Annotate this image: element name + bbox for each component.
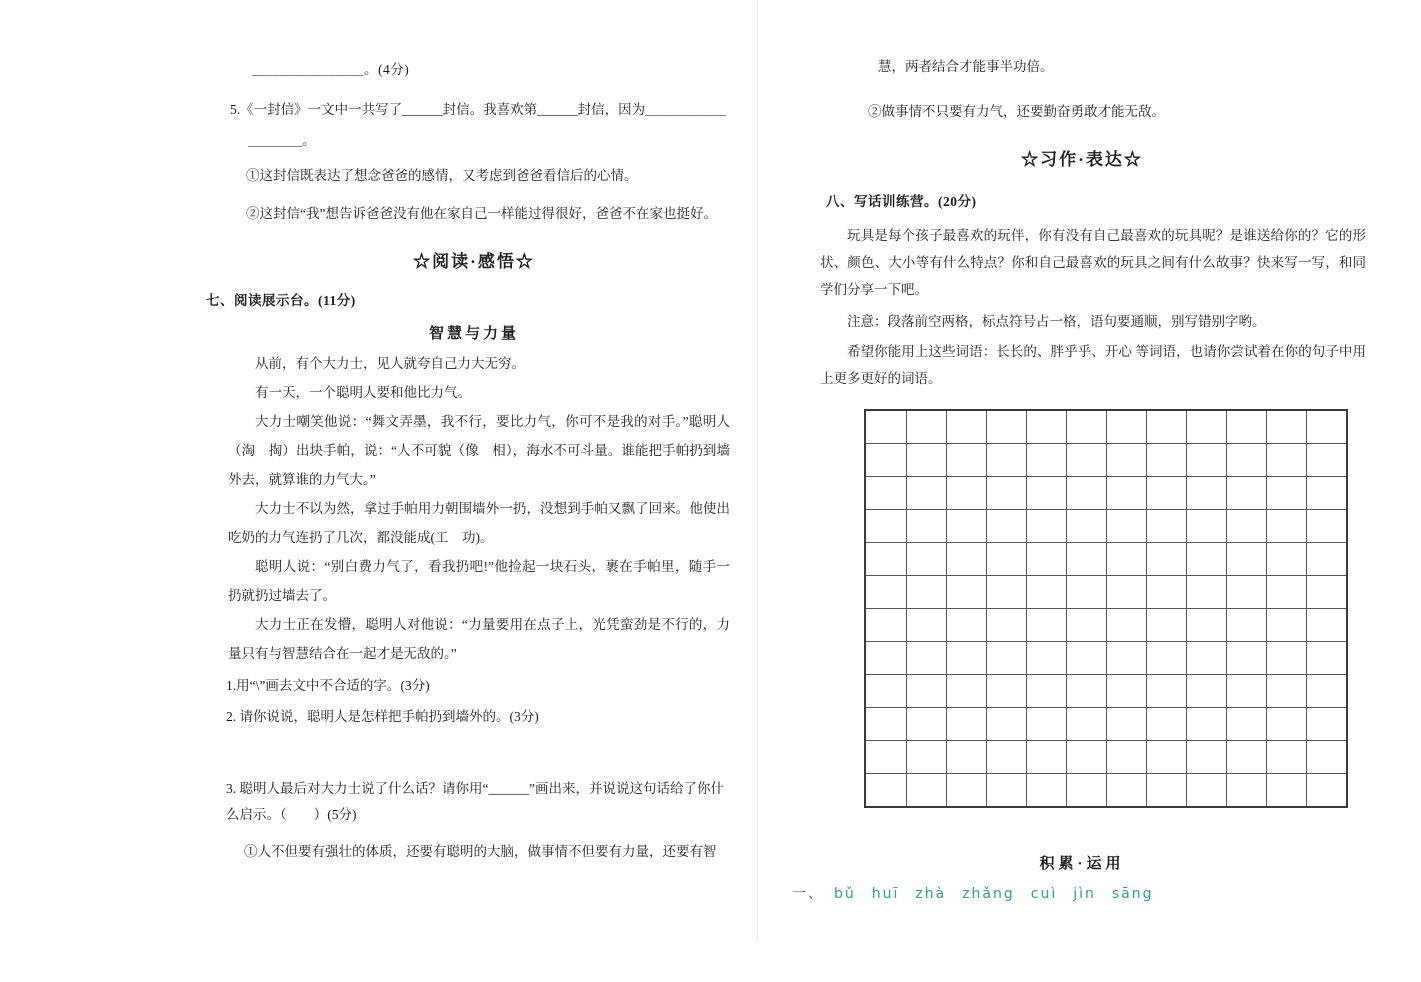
writing-grid-cell — [1186, 543, 1226, 575]
writing-grid-cell — [1146, 642, 1186, 674]
writing-grid-cell — [1066, 642, 1106, 674]
writing-grid-cell — [1066, 576, 1106, 608]
writing-grid-cell — [1106, 774, 1146, 806]
writing-grid-cell — [946, 510, 986, 542]
writing-grid-row — [866, 542, 1346, 575]
writing-grid-cell — [1106, 444, 1146, 476]
writing-grid-cell — [1026, 741, 1066, 773]
writing-grid-cell — [866, 642, 906, 674]
next-section-header: 积累·运用 — [1039, 856, 1125, 872]
writing-grid-cell — [866, 708, 906, 740]
writing-grid-cell — [1266, 609, 1306, 641]
writing-grid-cell — [946, 774, 986, 806]
writing-grid-cell — [906, 444, 946, 476]
writing-grid — [864, 409, 1348, 808]
writing-grid-cell — [1306, 543, 1346, 575]
question-5: 5.《一封信》一文中一共写了______封信。我喜欢第______封信，因为＿＿＿＿＿＿ — [230, 102, 727, 117]
writing-grid-cell — [1106, 708, 1146, 740]
passage-body — [200, 349, 748, 668]
writing-grid-cell — [906, 675, 946, 707]
writing-grid-cell — [906, 774, 946, 806]
writing-grid-cell — [1106, 741, 1146, 773]
writing-grid-cell — [986, 444, 1026, 476]
writing-grid-cell — [1306, 609, 1346, 641]
writing-grid-cell — [1226, 774, 1266, 806]
writing-grid-cell — [1306, 477, 1346, 509]
writing-grid-cell — [946, 642, 986, 674]
writing-grid-cell — [986, 741, 1026, 773]
passage-paragraph: 大力士嘲笑他说：“舞文弄墨，我不行，要比力气，你可不是我的对手。”聪明人（淘 掏）出块手帕，说：“人不可貌（像 相），海水不可斗量。谁能把手帕扔到墙外去，就算谁的力气大。” — [228, 414, 730, 487]
writing-grid-cell — [1146, 543, 1186, 575]
writing-grid-cell — [1026, 576, 1066, 608]
passage-title: 智慧与力量 — [428, 326, 519, 342]
answer-option-2: ②做事情不只要有力气，还要勤奋勇敢才能无敌。 — [868, 104, 1165, 119]
writing-grid-cell — [1026, 444, 1066, 476]
writing-grid-cell — [1306, 774, 1346, 806]
writing-grid-cell — [1106, 576, 1146, 608]
writing-grid-cell — [1306, 510, 1346, 542]
writing-grid-cell — [1066, 477, 1106, 509]
writing-grid-cell — [946, 477, 986, 509]
writing-grid-cell — [1066, 774, 1106, 806]
writing-grid-cell — [906, 477, 946, 509]
writing-grid-cell — [1306, 642, 1346, 674]
answer-option-1: ①人不但要有强壮的体质，还要有聪明的大脑，做事情不但要有力量，还要有智 — [244, 844, 717, 859]
writing-grid-cell — [1106, 675, 1146, 707]
writing-grid-cell — [1266, 675, 1306, 707]
writing-grid-cell — [866, 741, 906, 773]
pinyin-syllables: bǔ huī zhà zhǎng cuì jìn sāng — [834, 886, 1154, 902]
writing-grid-cell — [1186, 444, 1226, 476]
writing-grid-cell — [986, 609, 1026, 641]
writing-grid-row — [866, 641, 1346, 674]
writing-grid-cell — [1146, 609, 1186, 641]
writing-grid-cell — [986, 543, 1026, 575]
writing-grid-cell — [1186, 642, 1226, 674]
section-header-reading: ☆阅读·感悟☆ — [413, 252, 535, 271]
writing-grid-cell — [1226, 576, 1266, 608]
writing-grid-cell — [946, 609, 986, 641]
writing-grid-row — [866, 575, 1346, 608]
writing-grid-cell — [866, 444, 906, 476]
writing-grid-cell — [1066, 741, 1106, 773]
writing-grid-cell — [986, 675, 1026, 707]
writing-grid-cell — [1226, 477, 1266, 509]
writing-grid-row — [866, 509, 1346, 542]
writing-grid-cell — [986, 411, 1026, 443]
writing-grid-cell — [1186, 774, 1226, 806]
passage-paragraph: 有一天，一个聪明人要和他比力气。 — [255, 385, 471, 400]
writing-grid-row — [866, 443, 1346, 476]
writing-grid-cell — [946, 675, 986, 707]
writing-grid-cell — [1226, 708, 1266, 740]
writing-grid-cell — [1026, 477, 1066, 509]
writing-grid-row — [866, 608, 1346, 641]
writing-grid-cell — [906, 642, 946, 674]
writing-grid-row — [866, 707, 1346, 740]
writing-grid-cell — [1186, 510, 1226, 542]
writing-grid-cell — [1306, 708, 1346, 740]
writing-grid-row — [866, 476, 1346, 509]
writing-grid-cell — [1106, 543, 1146, 575]
writing-grid-cell — [1146, 774, 1186, 806]
writing-grid-cell — [1186, 609, 1226, 641]
writing-grid-cell — [1226, 510, 1266, 542]
writing-grid-cell — [1106, 411, 1146, 443]
passage-paragraph: 聪明人说：“别白费力气了，看我扔吧!”他捡起一块石头，裹在手帕里，随手一扔就扔过墙去了。 — [228, 559, 730, 603]
writing-grid-cell — [1066, 675, 1106, 707]
writing-grid-cell — [1266, 477, 1306, 509]
writing-grid-cell — [946, 708, 986, 740]
writing-grid-cell — [866, 510, 906, 542]
writing-grid-cell — [1186, 477, 1226, 509]
writing-grid-row — [866, 411, 1346, 443]
writing-grid-cell — [1146, 411, 1186, 443]
writing-grid-cell — [1026, 609, 1066, 641]
writing-grid-cell — [1186, 411, 1226, 443]
writing-grid-cell — [1026, 774, 1066, 806]
writing-grid-cell — [946, 411, 986, 443]
writing-hint: 希望你能用上这些词语：长长的、胖乎乎、开心 等词语，也请你尝试着在你的句子中用上更多更好的词语。 — [820, 344, 1366, 386]
answer-blank-line: ＿＿＿＿＿＿＿＿。(4分) — [252, 62, 410, 77]
writing-grid-cell — [986, 774, 1026, 806]
writing-grid-cell — [946, 543, 986, 575]
writing-grid-cell — [946, 576, 986, 608]
writing-grid-cell — [946, 444, 986, 476]
writing-grid-row — [866, 740, 1346, 773]
writing-grid-cell — [1306, 741, 1346, 773]
writing-grid-cell — [866, 411, 906, 443]
writing-grid-cell — [906, 741, 946, 773]
writing-grid-cell — [946, 741, 986, 773]
writing-grid-cell — [906, 576, 946, 608]
writing-grid-cell — [1226, 609, 1266, 641]
writing-grid-cell — [1306, 675, 1346, 707]
pinyin-line — [792, 883, 1372, 903]
writing-grid-cell — [986, 576, 1026, 608]
writing-grid-cell — [1266, 708, 1306, 740]
writing-grid-row — [866, 773, 1346, 806]
writing-grid-cell — [1226, 411, 1266, 443]
writing-grid-cell — [1026, 642, 1066, 674]
writing-grid-cell — [1266, 774, 1306, 806]
passage-paragraph: 从前，有个大力士，见人就夸自己力大无穷。 — [255, 356, 525, 371]
writing-grid-cell — [1266, 576, 1306, 608]
writing-grid-cell — [906, 510, 946, 542]
writing-grid-cell — [1186, 576, 1226, 608]
q5-option-2: ②这封信“我”想告诉爸爸没有他在家自己一样能过得很好，爸爸不在家也挺好。 — [246, 206, 717, 221]
writing-grid-cell — [906, 543, 946, 575]
writing-grid-cell — [866, 774, 906, 806]
writing-grid-cell — [1306, 444, 1346, 476]
writing-grid-cell — [1306, 576, 1346, 608]
writing-grid-cell — [1026, 411, 1066, 443]
writing-grid-cell — [1066, 510, 1106, 542]
right-page — [792, 42, 1372, 903]
writing-grid-cell — [1066, 609, 1106, 641]
answer-continuation: 慧，两者结合才能事半功倍。 — [878, 59, 1054, 74]
writing-grid-cell — [1106, 642, 1146, 674]
writing-grid-cell — [1026, 543, 1066, 575]
writing-grid-cell — [1026, 675, 1066, 707]
writing-grid-cell — [986, 642, 1026, 674]
writing-grid-cell — [866, 543, 906, 575]
writing-grid-cell — [1266, 444, 1306, 476]
question-8-header: 八、写话训练营。(20分) — [826, 194, 977, 209]
writing-grid-cell — [1026, 510, 1066, 542]
q5-option-1: ①这封信既表达了想念爸爸的感情，又考虑到爸爸看信后的心情。 — [246, 168, 638, 183]
writing-grid-cell — [1066, 708, 1106, 740]
writing-grid-cell — [1146, 510, 1186, 542]
sub-question-2: 2. 请你说说，聪明人是怎样把手帕扔到墙外的。(3分) — [226, 709, 539, 724]
question-5-continuation: ＿＿＿＿。 — [248, 133, 316, 148]
writing-grid-cell — [1146, 444, 1186, 476]
writing-grid-cell — [986, 477, 1026, 509]
writing-grid-cell — [866, 609, 906, 641]
writing-grid-row — [866, 674, 1346, 707]
writing-grid-cell — [1226, 642, 1266, 674]
page-fold-divider — [757, 0, 758, 940]
writing-grid-cell — [1266, 411, 1306, 443]
writing-grid-cell — [1026, 708, 1066, 740]
writing-grid-cell — [866, 576, 906, 608]
writing-grid-cell — [906, 411, 946, 443]
writing-grid-cell — [1186, 708, 1226, 740]
writing-grid-cell — [906, 609, 946, 641]
writing-grid-cell — [866, 675, 906, 707]
writing-grid-cell — [1186, 675, 1226, 707]
writing-grid-cell — [1266, 642, 1306, 674]
question-7-header: 七、阅读展示台。(11分) — [206, 293, 356, 308]
writing-grid-cell — [1266, 510, 1306, 542]
writing-note: 注意：段落前空两格，标点符号占一格，语句要通顺，别写错别字哟。 — [847, 314, 1266, 329]
writing-grid-cell — [1266, 741, 1306, 773]
writing-grid-cell — [1106, 609, 1146, 641]
writing-grid-cell — [1146, 675, 1186, 707]
passage-paragraph: 大力士正在发懵，聪明人对他说：“力量要用在点子上，光凭蛮劲是不行的，力量只有与智慧结合在一起才是无敌的。” — [228, 617, 730, 661]
writing-grid-cell — [906, 708, 946, 740]
writing-prompt: 玩具是每个孩子最喜欢的玩伴，你有没有自己最喜欢的玩具呢？是谁送给你的？它的形状、颜色、大小等有什么特点？你和自己最喜欢的玩具之间有什么故事？快来写一写，和同学们分享一下吧。 — [820, 228, 1366, 297]
writing-grid-cell — [866, 477, 906, 509]
sub-question-3: 3. 聪明人最后对大力士说了什么话？请你用“______”画出来，并说说这句话给了你什么启示。（ ）(5分) — [226, 781, 724, 822]
writing-grid-cell — [1066, 411, 1106, 443]
pinyin-question-number: 一、 — [792, 887, 824, 902]
writing-grid-cell — [1146, 477, 1186, 509]
writing-grid-cell — [1226, 444, 1266, 476]
writing-grid-cell — [1066, 543, 1106, 575]
passage-paragraph: 大力士不以为然，拿过手帕用力朝围墙外一扔，没想到手帕又飘了回来。他使出吃奶的力气连扔了几次，都没能成(工 功)。 — [228, 501, 730, 545]
writing-grid-cell — [986, 708, 1026, 740]
section-header-writing: ☆习作·表达☆ — [1021, 150, 1143, 169]
writing-grid-cell — [1066, 444, 1106, 476]
writing-grid-cell — [1146, 708, 1186, 740]
writing-grid-cell — [1306, 411, 1346, 443]
writing-grid-cell — [1266, 543, 1306, 575]
writing-grid-cell — [1226, 675, 1266, 707]
writing-grid-cell — [1226, 543, 1266, 575]
writing-grid-cell — [1106, 510, 1146, 542]
writing-grid-cell — [1186, 741, 1226, 773]
writing-grid-cell — [1146, 576, 1186, 608]
writing-grid-cell — [986, 510, 1026, 542]
writing-grid-cell — [1106, 477, 1146, 509]
writing-grid-cell — [1226, 741, 1266, 773]
writing-grid-cell — [1146, 741, 1186, 773]
sub-question-1: 1.用“\”画去文中不合适的字。(3分) — [226, 678, 430, 693]
left-page — [200, 42, 748, 864]
